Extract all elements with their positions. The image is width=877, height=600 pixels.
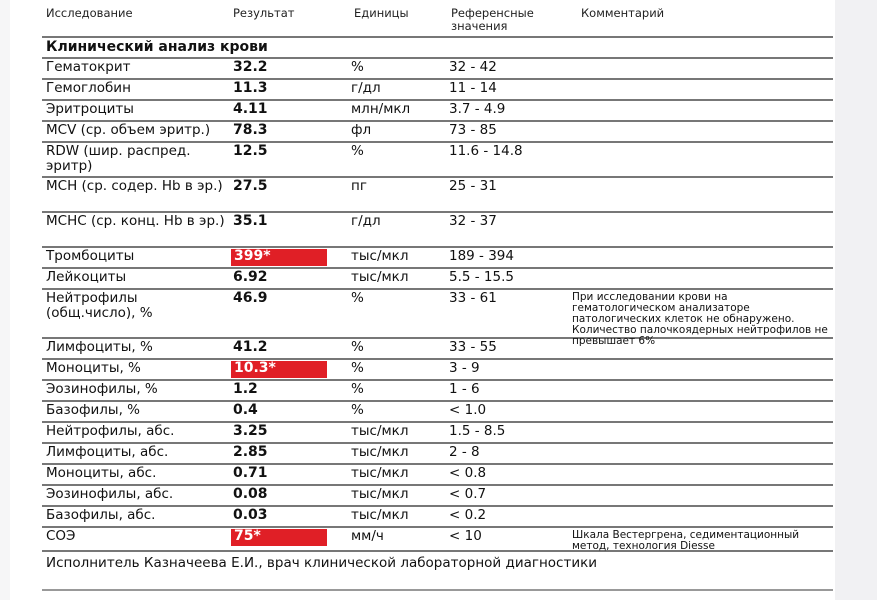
left-margin [0,0,10,600]
comment: Шкала Вестергрена, седиментационный метод, технология Diesse [572,529,800,552]
table-row [42,507,833,528]
result-value: 11.3 [233,80,268,96]
test-name: Моноциты, абс. [46,465,157,481]
reference-range: 73 - 85 [449,122,497,138]
reference-range: 5.5 - 15.5 [449,269,514,285]
result-value: 1.2 [233,381,258,397]
table-row [42,269,833,290]
table-row [42,465,833,486]
reference-range: 32 - 37 [449,213,497,229]
test-name: Базофилы, абс. [46,507,156,523]
units: % [351,143,364,159]
test-name: Эритроциты [46,101,134,117]
table-row [42,360,833,381]
units: тыс/мкл [351,269,409,285]
table-row [42,213,833,248]
result-value: 0.03 [233,507,268,523]
units: млн/мкл [351,101,411,117]
result-value: 12.5 [233,143,268,159]
table-row [42,248,833,269]
units: % [351,290,364,306]
test-name: Эозинофилы, абс. [46,486,174,502]
table-row [42,486,833,507]
result-value: 6.92 [233,269,268,285]
divider [42,589,833,591]
table-row [42,143,833,178]
result-value: 399* [231,249,327,266]
table-row [42,423,833,444]
units: тыс/мкл [351,486,409,502]
section-title: Клинический анализ крови [42,38,833,59]
test-name: MCHC (ср. конц. Hb в эр.) [46,213,225,229]
table-row [42,339,833,360]
result-value: 32.2 [233,59,268,75]
units: пг [351,178,367,194]
reference-range: < 0.7 [449,486,487,502]
table-row [42,381,833,402]
table-row [42,59,833,80]
units: тыс/мкл [351,465,409,481]
test-name: Лимфоциты, % [46,339,153,355]
reference-range: < 1.0 [449,402,487,418]
test-name: Гематокрит [46,59,131,75]
reference-range: 33 - 61 [449,290,497,306]
units: фл [351,122,372,138]
reference-range: 11 - 14 [449,80,497,96]
reference-range: 32 - 42 [449,59,497,75]
results-table [42,0,833,574]
result-value: 0.08 [233,486,268,502]
result-value: 10.3* [231,361,327,378]
header-result: Результат [233,6,295,20]
test-name: RDW (шир. распред. эритр) [46,143,191,174]
result-value: 27.5 [233,178,268,194]
header-units: Единицы [354,6,409,20]
units: % [351,381,364,397]
result-value: 4.11 [233,101,268,117]
table-row [42,178,833,213]
units: г/дл [351,80,381,96]
reference-range: 33 - 55 [449,339,497,355]
reference-range: 1.5 - 8.5 [449,423,506,439]
test-name: Нейтрофилы (общ.число), % [46,290,153,321]
table-row [42,80,833,101]
test-name: Гемоглобин [46,80,131,96]
reference-range: < 10 [449,528,482,544]
result-value: 0.4 [233,402,258,418]
units: г/дл [351,213,381,229]
units: мм/ч [351,528,384,544]
units: % [351,59,364,75]
test-name: СОЭ [46,528,76,544]
header-ref: Референсные значения [451,6,534,33]
comment: При исследовании крови на гематологическом анализаторе патологических клеток не обнаружено. Количество палочкоядерных нейтрофилов не превышает 6% [572,291,828,347]
table-row [42,528,833,552]
result-value: 3.25 [233,423,268,439]
table-row [42,402,833,423]
units: тыс/мкл [351,248,409,264]
reference-range: 3 - 9 [449,360,480,376]
result-value: 0.71 [233,465,268,481]
reference-range: < 0.2 [449,507,487,523]
test-name: Моноциты, % [46,360,141,376]
right-margin [835,0,877,600]
table-row [42,444,833,465]
result-value: 46.9 [233,290,268,306]
units: % [351,402,364,418]
test-name: Эозинофилы, % [46,381,158,397]
reference-range: 3.7 - 4.9 [449,101,506,117]
result-value: 2.85 [233,444,268,460]
units: % [351,360,364,376]
table-row [42,101,833,122]
units: тыс/мкл [351,423,409,439]
test-name: Тромбоциты [46,248,135,264]
table-header [42,0,833,38]
reference-range: 11.6 - 14.8 [449,143,523,159]
table-row [42,122,833,143]
units: тыс/мкл [351,507,409,523]
header-comment: Комментарий [581,6,665,20]
result-value: 35.1 [233,213,268,229]
performer-footer: Исполнитель Казначеева Е.И., врач клинической лабораторной диагностики [46,555,598,571]
reference-range: < 0.8 [449,465,487,481]
reference-range: 1 - 6 [449,381,480,397]
test-name: Лимфоциты, абс. [46,444,169,460]
test-name: Лейкоциты [46,269,127,285]
reference-range: 25 - 31 [449,178,497,194]
result-value: 75* [231,529,327,546]
result-value: 41.2 [233,339,268,355]
reference-range: 2 - 8 [449,444,480,460]
result-value: 78.3 [233,122,268,138]
reference-range: 189 - 394 [449,248,514,264]
test-name: Нейтрофилы, абс. [46,423,175,439]
header-test: Исследование [46,6,133,20]
test-name: MCH (ср. содер. Hb в эр.) [46,178,223,194]
units: % [351,339,364,355]
test-name: Базофилы, % [46,402,140,418]
test-name: MCV (ср. объем эритр.) [46,122,211,138]
units: тыс/мкл [351,444,409,460]
